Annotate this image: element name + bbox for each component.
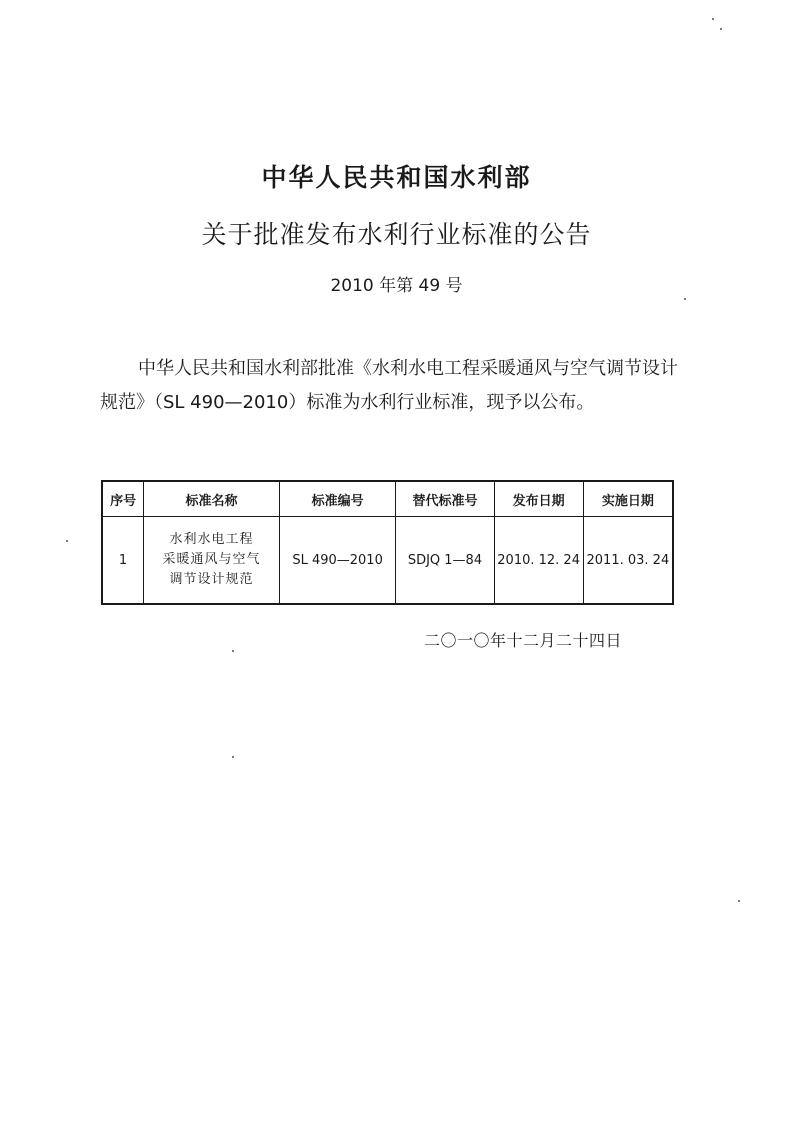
cell-standard-name	[144, 517, 280, 605]
cell-publish-date: 2010. 12. 24	[494, 517, 583, 605]
header-replaced-standard: 替代标准号	[396, 481, 494, 517]
scan-speck	[232, 756, 234, 758]
scan-speck	[66, 540, 68, 542]
header-publish-date: 发布日期	[494, 481, 583, 517]
scan-speck	[712, 18, 714, 20]
cell-replaced-standard: SDJQ 1—84	[396, 517, 494, 605]
scan-speck	[738, 900, 740, 902]
announcement-title: 关于批准发布水利行业标准的公告	[201, 220, 592, 249]
announcement-number: 2010 年第 49 号	[330, 276, 463, 296]
table-header-row	[102, 481, 673, 517]
header-standard-code: 标准编号	[279, 481, 396, 517]
table-row	[102, 517, 673, 605]
standard-name-line: 采暖通风与空气	[162, 552, 261, 567]
scan-speck	[684, 298, 686, 300]
scan-speck	[720, 28, 722, 30]
cell-effective-date: 2011. 03. 24	[583, 517, 673, 605]
issuing-organization: 中华人民共和国水利部	[261, 163, 532, 192]
signature-date: 二〇一〇年十二月二十四日	[424, 631, 623, 650]
header-standard-name: 标准名称	[144, 481, 280, 517]
header-effective-date: 实施日期	[583, 481, 673, 517]
standards-table	[101, 480, 674, 605]
standard-name-line: 调节设计规范	[169, 572, 254, 587]
standard-name-line: 水利水电工程	[169, 532, 254, 547]
cell-serial-number: 1	[102, 517, 144, 605]
scan-speck	[232, 650, 234, 652]
cell-standard-code: SL 490—2010	[279, 517, 396, 605]
announcement-body: 中华人民共和国水利部批准《水利水电工程采暖通风与空气调节设计规范》（SL 490—2010）标准为水利行业标准，现予以公布。	[100, 358, 678, 413]
header-serial-number: 序号	[102, 481, 144, 517]
